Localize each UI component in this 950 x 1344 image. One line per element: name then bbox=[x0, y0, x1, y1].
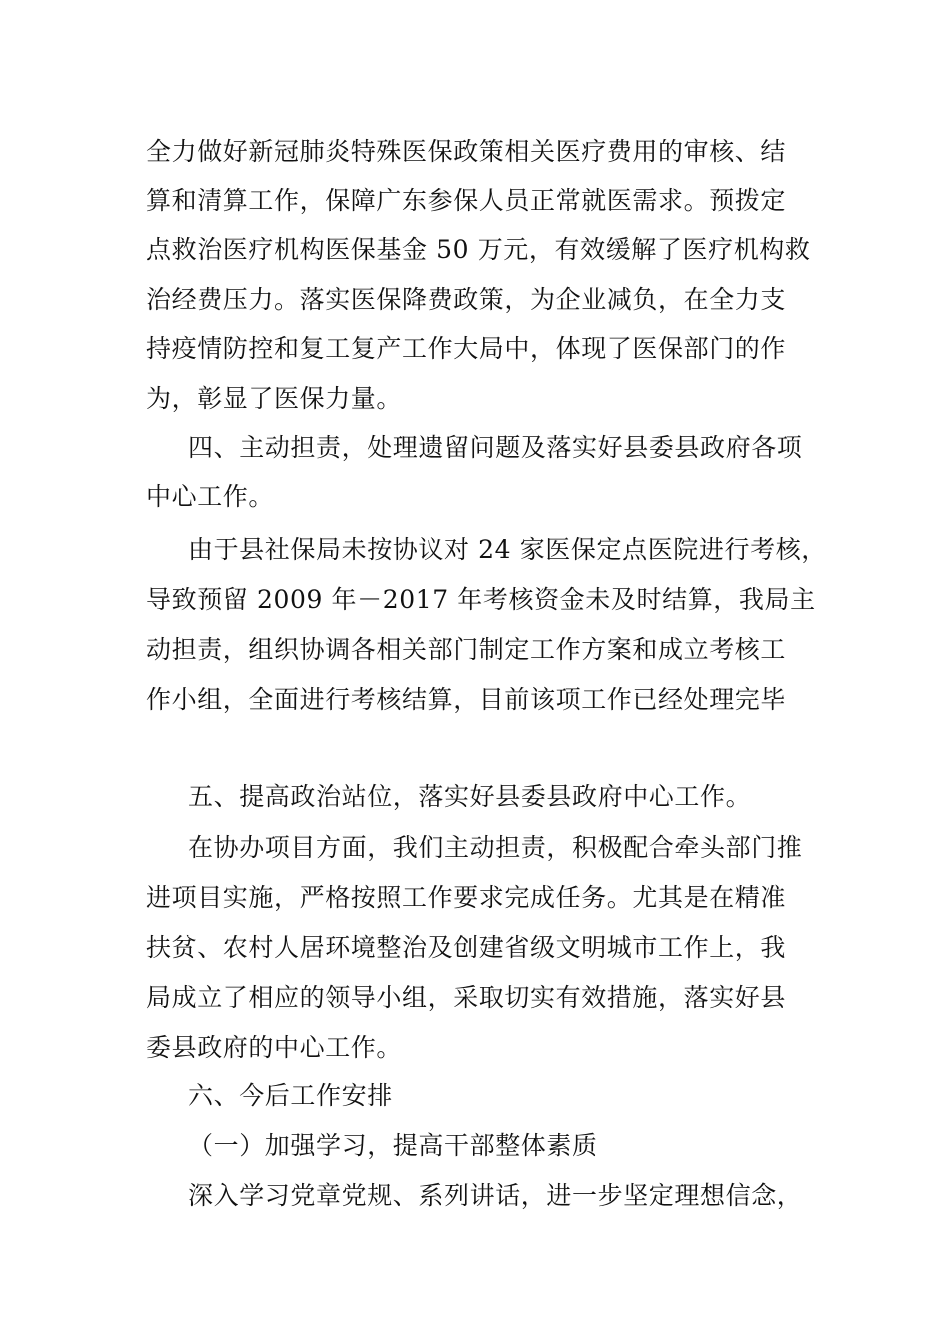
paragraph-line: 持疫情防控和复工复产工作大局中，体现了医保部门的作 bbox=[146, 334, 787, 363]
paragraph-line: 全力做好新冠肺炎特殊医保政策相关医疗费用的审核、结 bbox=[146, 137, 787, 166]
subheading-1: （一）加强学习，提高干部整体素质 bbox=[188, 1131, 598, 1160]
paragraph-line: 委县政府的中心工作。 bbox=[146, 1033, 403, 1062]
paragraph-line: 治经费压力。落实医保降费政策，为企业减负，在全力支 bbox=[146, 285, 787, 314]
paragraph-line: 局成立了相应的领导小组，采取切实有效措施，落实好县 bbox=[146, 983, 787, 1012]
section-heading-4-cont: 中心工作。 bbox=[146, 482, 275, 511]
paragraph-line: 深入学习党章党规、系列讲话，进一步坚定理想信念， bbox=[188, 1181, 803, 1210]
section-heading-5: 五、提高政治站位，落实好县委县政府中心工作。 bbox=[188, 782, 752, 811]
paragraph-line: 在协办项目方面，我们主动担责，积极配合牵头部门推 bbox=[188, 833, 803, 862]
paragraph-line: 作小组，全面进行考核结算，目前该项工作已经处理完毕 bbox=[146, 685, 787, 714]
paragraph-line: 由于县社保局未按协议对 24 家医保定点医院进行考核， bbox=[188, 535, 827, 564]
section-heading-6: 六、今后工作安排 bbox=[188, 1081, 393, 1110]
paragraph-line: 为，彰显了医保力量。 bbox=[146, 384, 403, 413]
paragraph-line: 扶贫、农村人居环境整治及创建省级文明城市工作上，我 bbox=[146, 933, 787, 962]
paragraph-line: 进项目实施，严格按照工作要求完成任务。尤其是在精准 bbox=[146, 883, 787, 912]
paragraph-line: 算和清算工作，保障广东参保人员正常就医需求。预拨定 bbox=[146, 186, 787, 215]
section-heading-4: 四、主动担责，处理遗留问题及落实好县委县政府各项 bbox=[188, 433, 803, 462]
paragraph-line: 动担责，组织协调各相关部门制定工作方案和成立考核工 bbox=[146, 635, 787, 664]
paragraph-line: 点救治医疗机构医保基金 50 万元，有效缓解了医疗机构救 bbox=[146, 235, 811, 264]
paragraph-line: 导致预留 2009 年－2017 年考核资金未及时结算，我局主 bbox=[146, 585, 816, 614]
